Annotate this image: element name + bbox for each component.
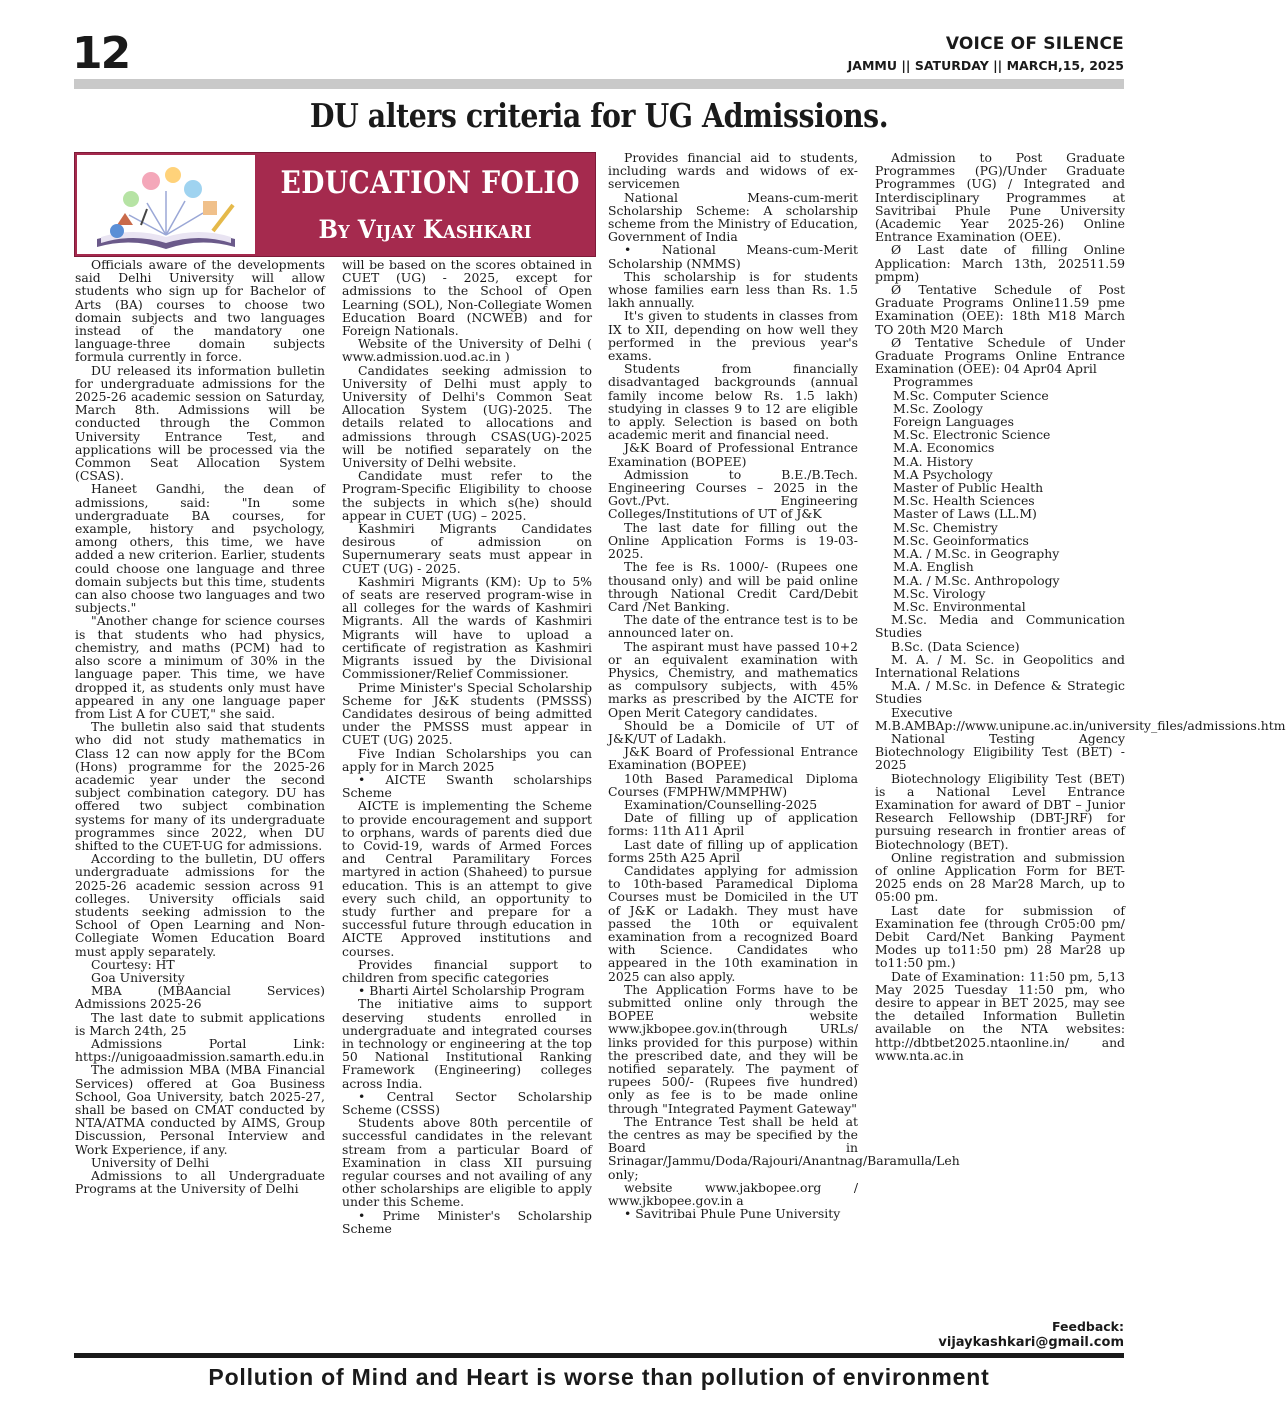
paragraph: The bulletin also said that students who did not study mathematics in Class 12 can now apply for the BCom (Hons) programme for the 2025-26 academic year under the second subject combination category. DU has offered two subject combination systems for many of its undergraduate programmes since 2022, when DU shifted to the CUET-UG for admissions.	[75, 719, 325, 853]
article-column-1	[75, 258, 325, 1350]
paragraph: Master of Public Health	[893, 480, 1044, 496]
paragraph: Ø Tentative Schedule of Post Graduate Programs Online11.59 pme Examination (OEE): 18th M18 March TO 20th M20 March	[875, 282, 1125, 337]
paragraph: Ø Tentative Schedule of Under Graduate Programs Online Entrance Examination (OEE): 04 Apr04 April	[875, 334, 1125, 377]
paragraph: M.A Psychology	[893, 466, 993, 482]
paragraph: • Savitribai Phule Pune University	[624, 1206, 841, 1222]
paragraph: M.A. / M.Sc. in Defence & Strategic Studies	[875, 678, 1125, 707]
paragraph: National Means-cum-merit Scholarship Scheme: A scholarship scheme from the Ministry of Education, Government of India	[608, 189, 858, 245]
article-column-4	[875, 150, 1286, 1331]
paragraph: M.Sc. Virology	[893, 585, 986, 601]
banner-title: EDUCATION FOLIO	[280, 165, 580, 201]
paragraph: According to the bulletin, DU offers undergraduate admissions for the 2025-26 academic session across 91 colleges. University officials said students seeking admission to the School of Open Learning and Non-Collegiate Women Education Board must apply separately.	[75, 851, 325, 959]
footer-slogan: Pollution of Mind and Heart is worse than pollution of environment	[208, 1364, 990, 1390]
paragraph: Master of Laws (LL.M)	[893, 506, 1037, 522]
paragraph: It's given to students in classes from IX to XII, depending on how well they performed in the previous year's exams.	[608, 308, 858, 364]
paragraph: Prime Minister's Special Scholarship Scheme for J&K students (PMSSS) Candidates desirous of being admitted under the PMSSS must appear in CUET (UG) 2025.	[342, 679, 592, 748]
paragraph: M.Sc. Computer Science	[893, 387, 1049, 403]
paragraph: • AICTE Swanth scholarships Scheme	[342, 771, 592, 801]
paragraph: Provides financial support to children from specific categories	[342, 956, 592, 985]
paragraph: Foreign Languages	[893, 414, 1014, 430]
paragraph: M.A. / M.Sc. in Geography	[893, 546, 1060, 562]
paragraph: • Prime Minister's Scholarship Scheme	[342, 1207, 592, 1236]
paragraph: The last date to submit applications is March 24th, 25	[75, 1009, 325, 1038]
paragraph: • Bharti Airtel Scholarship Program	[358, 983, 585, 999]
newspaper-name: VOICE OF SILENCE	[945, 34, 1124, 54]
paragraph: • Central Sector Scholarship Scheme (CSSS)	[342, 1088, 592, 1117]
paragraph: "Another change for science courses is that students who had physics, chemistry, and maths (PCM) had to also score a minimum of 30% in the language paper. This time, we have dropped it, as students only must have appeared in any one language paper from List A for CUET," she said.	[75, 613, 325, 721]
paragraph: M.A. Economics	[893, 440, 995, 456]
paragraph: MBA (MBAancial Services) Admissions 2025-26	[75, 983, 325, 1012]
paragraph: M.Sc. Geoinformatics	[893, 532, 1029, 548]
paragraph: Students from financially disadvantaged backgrounds (annual family income below Rs. 1.5 lakh) studying in classes 9 to 12 are eligible to apply. Selection is based on both academic merit and financial need.	[608, 361, 858, 443]
paragraph: The Entrance Test shall be held at the centres as may be specified by the Board in Srinagar/Jammu/Doda/Rajouri/Anantnag/Baramulla/Leh only;	[608, 1113, 960, 1182]
dateline: JAMMU || SATURDAY || MARCH,15, 2025	[847, 58, 1124, 73]
paragraph: The last date for filling out the Online Application Forms is 19-03-2025.	[608, 519, 858, 562]
paragraph: Admissions Portal Link: https://unigoaadmission.samarth.edu.in	[75, 1035, 325, 1065]
paragraph: Admissions to all Undergraduate Programs at the University of Delhi	[75, 1168, 325, 1197]
paragraph: Candidate must refer to the Program-Specific Eligibility to choose the subjects in which s(he) should appear in CUET (UG) – 2025.	[342, 468, 592, 523]
paragraph: website www.jakbopee.org / www.jkbopee.gov.in a	[608, 1179, 858, 1209]
paragraph: Online registration and submission of online Application Form for BET-2025 ends on 28 Mar28 March, up to 05:00 pm.	[875, 849, 1125, 905]
paragraph: Five Indian Scholarships you can apply for in March 2025	[342, 745, 592, 774]
paragraph: Biotechnology Eligibility Test (BET) is a National Level Entrance Examination for award of DBT – Junior Research Fellowship (DBT-JRF) for pursuing research in frontier areas of Biotechnology (BET).	[875, 770, 1125, 852]
paragraph: M.A. English	[893, 559, 974, 575]
feedback-label: Feedback:	[1051, 1319, 1124, 1334]
paragraph: Last date for submission of Examination fee (through Cr05:00 pm/ Debit Card/Net Banking Payment Modes up to11:50 pm) 28 Mar28 up to11:50 pm.)	[875, 902, 1125, 971]
paragraph: M.Sc. Chemistry	[893, 519, 998, 535]
paragraph: This scholarship is for students whose families earn less than Rs. 1.5 lakh annually.	[608, 268, 858, 311]
paragraph: Website of the University of Delhi ( www.admission.uod.ac.in )	[342, 336, 592, 365]
paragraph: M.Sc. Health Sciences	[893, 493, 1035, 509]
paragraph: Ø Last date of filling Online Application: March 13th, 202511.59 pmpm)	[875, 242, 1125, 284]
paragraph: M.A. / M.Sc. Anthropology	[893, 572, 1060, 588]
paragraph: Admission to B.E./B.Tech. Engineering Courses – 2025 in the Govt./Pvt. Engineering Colleges/Institutions of UT of J&K	[608, 466, 858, 522]
page-number: 12	[72, 28, 130, 79]
header-rule	[74, 79, 1124, 89]
paragraph: M.Sc. Zoology	[893, 400, 983, 416]
paragraph: Date of filling up of application forms: 11th A11 April	[608, 810, 858, 839]
paragraph: Courtesy: HT	[91, 956, 175, 972]
paragraph: National Testing Agency Biotechnology Eligibility Test (BET) - 2025	[875, 730, 1125, 773]
paragraph: The date of the entrance test is to be announced later on.	[608, 612, 858, 641]
paragraph: The fee is Rs. 1000/- (Rupees one thousand only) and will be paid online through National Credit Card/Debit Card /Net Banking.	[608, 559, 858, 614]
paragraph: Examination/Counselling-2025	[624, 796, 818, 812]
paragraph: The admission MBA (MBA Financial Services) offered at Goa Business School, Goa University, batch 2025-27, shall be based on CMAT conducted by NTA/ATMA conducted by AIMS, Group Discussion, Personal Interview and Work Experience, if any.	[75, 1062, 325, 1157]
paragraph: Goa University	[91, 969, 185, 985]
paragraph: Last date of filling up of application forms 25th A25 April	[608, 836, 858, 865]
paragraph: The aspirant must have passed 10+2 or an equivalent examination with Physics, Chemistry, and mathematics as compulsory subjects, with 45% marks as prescribed by the AICTE for Open Merit Category candidates.	[608, 638, 858, 720]
paragraph: Officials aware of the developments said Delhi University will allow students who sign up for Bachelor of Arts (BA) courses to choose two domain subjects and two languages instead of the mandatory one language-three domain subjects formula currently in force.	[75, 257, 325, 365]
paragraph: Kashmiri Migrants (KM): Up to 5% of seats are reserved program-wise in all colleges for the wards of Kashmiri Migrants. All the wards of Kashmiri Migrants will have to upload a certificate of registration as Kashmiri Migrants issued by the Divisional Commissioner/Relief Commissioner.	[342, 573, 592, 682]
paragraph: Candidates applying for admission to 10th-based Paramedical Diploma Courses must be Domiciled in the UT of J&K or Ladakh. They must have passed the 10th or equivalent examination from a recognized Board with Science. Candidates who appeared in the 10th examination in 2025 can also apply.	[608, 862, 858, 984]
column-banner	[74, 152, 596, 257]
paragraph: Should be a Domicile of UT of J&K/UT of Ladakh.	[608, 717, 858, 746]
paragraph: M.Sc. Environmental	[893, 598, 1026, 614]
footer-rule	[74, 1353, 1124, 1358]
paragraph: Admission to Post Graduate Programmes (PG)/Under Graduate Programmes (UG) / Integrated and Interdisciplinary Programmes at Savitribai Phule Pune University (Academic Year 2025-26) Online Entrance Examination (OEE).	[875, 150, 1125, 245]
paragraph: Candidates seeking admission to University of Delhi must apply to University of Delhi's Common Seat Allocation System (UG)-2025. The details related to allocations and admissions through CSAS(UG)-2025 will be notified separately on the University of Delhi website.	[342, 362, 592, 471]
paragraph: University of Delhi	[91, 1154, 210, 1170]
paragraph: M.A. History	[893, 453, 973, 469]
paragraph: Date of Examination: 11:50 pm, 5,13 May 2025 Tuesday 11:50 pm, who desire to appear in BET 2025, may see the detailed Information Bulletin available on the NTA websites: http://dbtbet2025.ntaonline.in/ and www.nta.ac.in	[875, 968, 1125, 1063]
paragraph: AICTE is implementing the Scheme to provide encouragement and support to orphans, wards of parents died due to Covid-19, wards of Armed Forces and Central Paramilitary Forces martyred in action (Shaheed) to pursue education. This is an attempt to give every such child, an opportunity to study further and prepare for a successful future through education in AICTE Approved institutions and courses.	[342, 798, 592, 959]
paragraph: Provides financial aid to students, including wards and widows of ex-servicemen	[608, 150, 858, 192]
feedback-email[interactable]: vijaykashkari@gmail.com	[938, 1335, 1124, 1350]
open-book-education-icon	[77, 155, 255, 254]
paragraph: Kashmiri Migrants Candidates desirous of admission on Supernumerary seats must appear in CUET (UG) - 2025.	[342, 521, 592, 576]
paragraph: • National Means-cum-Merit Scholarship (NMMS)	[608, 242, 858, 271]
paragraph: Students above 80th percentile of successful candidates in the relevant stream from a particular Board of Examination in class XII pursuing regular courses and not availing of any other scholarships are eligible to apply under this Scheme.	[342, 1115, 592, 1210]
paragraph: DU released its information bulletin for undergraduate admissions for the 2025-26 academic session on Saturday, March 8th. Admissions will be conducted through the Common University Entrance Test, and applications will be processed via the Common Seat Allocation System (CSAS).	[75, 362, 325, 484]
paragraph: J&K Board of Professional Entrance Examination (BOPEE)	[608, 744, 858, 773]
paragraph: M. A. / M. Sc. in Geopolitics and International Relations	[875, 651, 1125, 680]
paragraph: B.Sc. (Data Science)	[891, 638, 1020, 654]
paragraph: The Application Forms have to be submitted online only through the BOPEE website www.jkbopee.gov.in(through URLs/ links provided for this purpose) within the prescribed date, and they will be notified separately. The payment of rupees 500/- (Rupees five hundred) only as fee is to be made online through "Integrated Payment Gateway"	[608, 981, 858, 1116]
paragraph: will be based on the scores obtained in CUET (UG) - 2025, except for admissions to the School of Open Learning (SOL), Non-Collegiate Women Education Board (NCWEB) and for Foreign Nationals.	[342, 257, 592, 339]
paragraph: Executive M.B.AMBAp://www.unipune.ac.in/university_files/admissions.htm	[875, 704, 1286, 733]
paragraph: Programmes	[893, 374, 974, 390]
paragraph: J&K Board of Professional Entrance Examination (BOPEE)	[608, 440, 858, 469]
paragraph: The initiative aims to support deserving students enrolled in undergraduate and integrated courses in technology or engineering at the top 50 National Institutional Ranking Framework (Engineering) colleges across India.	[342, 996, 592, 1091]
paragraph: M.Sc. Electronic Science	[893, 427, 1051, 443]
article-headline: DU alters criteria for UG Admissions.	[309, 96, 889, 135]
article-column-2	[342, 258, 592, 1350]
paragraph: 10th Based Paramedical Diploma Courses (FMPHW/MMPHW)	[608, 770, 858, 799]
paragraph: M.Sc. Media and Communication Studies	[875, 612, 1125, 641]
banner-byline: By Vijay Kashkari	[318, 215, 532, 244]
paragraph: Haneet Gandhi, the dean of admissions, said: "In some undergraduate BA courses, for example, history and psychology, among others, this time, we have added a new criterion. Earlier, students could choose one language and three domain subjects but this time, students can also choose two languages and two subjects."	[75, 481, 325, 616]
